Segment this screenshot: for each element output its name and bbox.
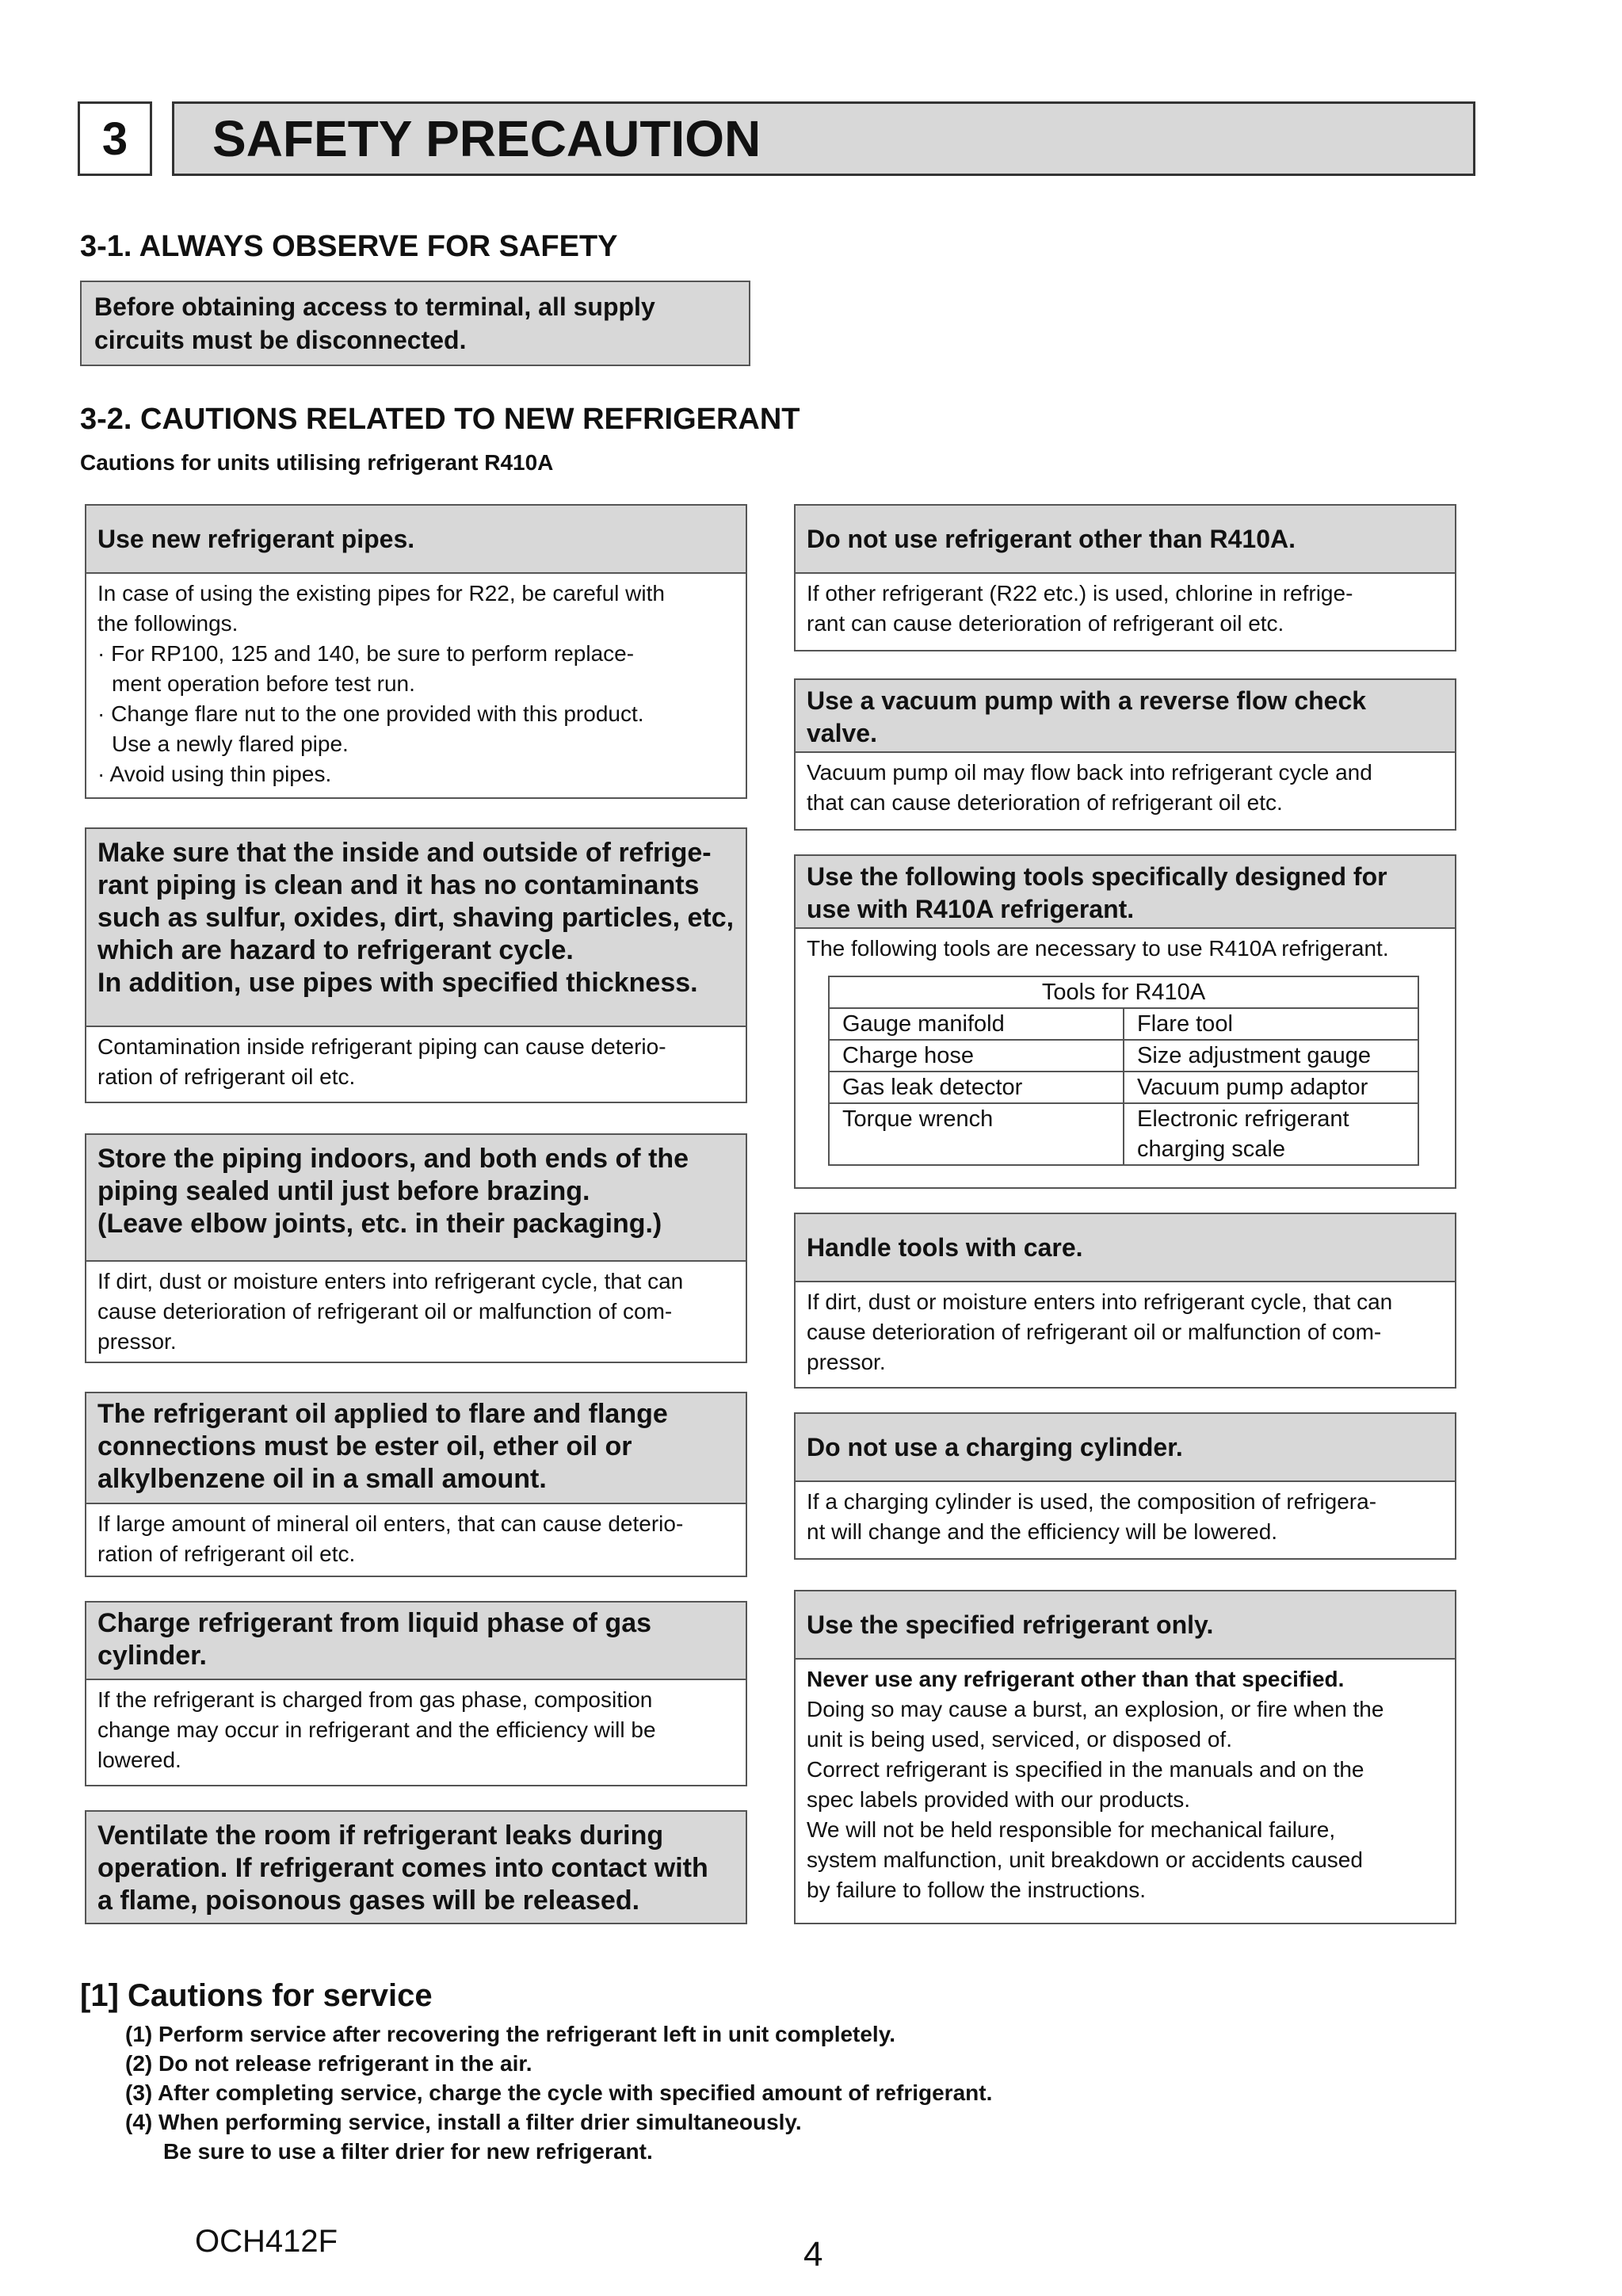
title-line: valve.	[807, 719, 877, 747]
box-ventilate	[85, 1810, 747, 1924]
box-title-text: Do not use refrigerant other than R410A.	[807, 524, 1296, 553]
body-line: rant can cause deterioration of refrigerant oil etc.	[807, 611, 1284, 636]
body-line: · Avoid using thin pipes.	[97, 762, 332, 786]
table-cell	[829, 1134, 1124, 1165]
table-cell: Electronic refrigerant	[1124, 1103, 1418, 1134]
body-line: ration of refrigerant oil etc.	[97, 1541, 356, 1566]
title-line: Charge refrigerant from liquid phase of gas	[97, 1608, 652, 1638]
body-line: cause deterioration of refrigerant oil or malfunction of com-	[97, 1299, 673, 1324]
table-cell: Gas leak detector	[829, 1072, 1124, 1103]
box-vacuum-pump	[794, 678, 1456, 831]
box-store-piping	[85, 1133, 747, 1363]
box-body	[86, 1504, 746, 1574]
title-line: (Leave elbow joints, etc. in their packaging.)	[97, 1209, 662, 1239]
body-line: change may occur in refrigerant and the efficiency will be	[97, 1717, 656, 1742]
box-title	[796, 680, 1455, 753]
table-row	[829, 1008, 1418, 1040]
table-cell: Gauge manifold	[829, 1008, 1124, 1040]
service-item: (4) When performing service, install a filter drier simultaneously.	[125, 2110, 802, 2134]
body-line: Use a newly flared pipe.	[112, 732, 349, 756]
warning-line: Before obtaining access to terminal, all supply	[94, 292, 655, 321]
title-line: rant piping is clean and it has no contaminants	[97, 870, 700, 900]
body-line: cause deterioration of refrigerant oil or malfunction of com-	[807, 1320, 1382, 1344]
body-line: If large amount of mineral oil enters, that can cause deterio-	[97, 1511, 684, 1536]
section-title-text: SAFETY PRECAUTION	[212, 110, 761, 167]
table-cell: Size adjustment gauge	[1124, 1040, 1418, 1072]
service-item: Be sure to use a filter drier for new refrigerant.	[163, 2139, 653, 2164]
body-line: pressor.	[807, 1350, 886, 1374]
body-line: system malfunction, unit breakdown or accidents caused	[807, 1847, 1363, 1872]
warning-line: circuits must be disconnected.	[94, 326, 467, 354]
title-line: Use a vacuum pump with a reverse flow check	[807, 686, 1367, 715]
service-item: (3) After completing service, charge the cycle with specified amount of refrigerant.	[125, 2080, 993, 2105]
box-body	[796, 1482, 1455, 1552]
box-title-text: Use new refrigerant pipes.	[97, 524, 415, 553]
box-title	[796, 1591, 1455, 1660]
box-specified-refrigerant	[794, 1590, 1456, 1924]
box-title-text: Handle tools with care.	[807, 1232, 1083, 1262]
box-title	[86, 506, 746, 574]
box-charge-liquid	[85, 1601, 747, 1786]
table-row	[829, 1134, 1418, 1165]
title-line: Make sure that the inside and outside of refrige-	[97, 838, 712, 868]
subheading-r410a: Cautions for units utilising refrigerant R410A	[80, 450, 554, 475]
heading-3-1: 3-1. ALWAYS OBSERVE FOR SAFETY	[80, 230, 618, 263]
box-refrigerant-oil	[85, 1392, 747, 1577]
table-cell: Charge hose	[829, 1040, 1124, 1072]
box-use-new-pipes	[85, 504, 747, 799]
body-line: that can cause deterioration of refrigerant oil etc.	[807, 790, 1283, 815]
body-line: lowered.	[97, 1748, 181, 1772]
box-title-text: Do not use a charging cylinder.	[807, 1432, 1183, 1461]
box-body	[86, 574, 746, 794]
body-line: ration of refrigerant oil etc.	[97, 1064, 356, 1089]
box-title	[86, 1603, 746, 1680]
title-line: The refrigerant oil applied to flare and flange	[97, 1399, 668, 1429]
box-title	[86, 1812, 746, 1923]
box-title-text: Use the specified refrigerant only.	[807, 1610, 1214, 1639]
box-title	[86, 1135, 746, 1262]
box-body	[796, 1282, 1455, 1382]
box-body	[796, 929, 1455, 968]
body-line-bold: Never use any refrigerant other than that specified.	[807, 1667, 1345, 1691]
box-body	[796, 1660, 1455, 1910]
title-line: Ventilate the room if refrigerant leaks during	[97, 1820, 664, 1851]
body-line: ment operation before test run.	[112, 671, 415, 696]
body-line: Doing so may cause a burst, an explosion, or fire when the	[807, 1697, 1384, 1721]
box-body	[796, 753, 1455, 823]
box-title	[86, 829, 746, 1027]
body-line: We will not be held responsible for mechanical failure,	[807, 1817, 1336, 1842]
body-line: In case of using the existing pipes for R22, be careful with	[97, 581, 665, 606]
title-line: connections must be ester oil, ether oil or	[97, 1431, 632, 1461]
section-title	[172, 101, 1475, 176]
title-line: cylinder.	[97, 1641, 207, 1671]
title-line: In addition, use pipes with specified thickness.	[97, 968, 698, 998]
body-line: If dirt, dust or moisture enters into refrigerant cycle, that can	[97, 1269, 684, 1293]
title-line: such as sulfur, oxides, dirt, shaving particles, etc,	[97, 903, 735, 933]
safety-warning-box	[80, 281, 750, 366]
body-line: nt will change and the efficiency will be lowered.	[807, 1519, 1278, 1544]
title-line: use with R410A refrigerant.	[807, 895, 1135, 923]
body-line: If a charging cylinder is used, the composition of refrigera-	[807, 1489, 1377, 1514]
body-line: · For RP100, 125 and 140, be sure to perform replace-	[97, 641, 635, 666]
service-item: (1) Perform service after recovering the refrigerant left in unit completely.	[125, 2022, 895, 2046]
body-line: the followings.	[97, 611, 239, 636]
box-body	[796, 574, 1455, 644]
body-line: If other refrigerant (R22 etc.) is used, chlorine in refrige-	[807, 581, 1353, 606]
box-title	[796, 856, 1455, 929]
body-line: Vacuum pump oil may flow back into refrigerant cycle and	[807, 760, 1372, 785]
box-body	[86, 1262, 746, 1362]
body-line: pressor.	[97, 1329, 177, 1354]
title-line: alkylbenzene oil in a small amount.	[97, 1464, 547, 1494]
box-clean-piping	[85, 827, 747, 1103]
body-line: unit is being used, serviced, or disposed of.	[807, 1727, 1232, 1752]
table-cell: Torque wrench	[829, 1103, 1124, 1134]
box-handle-tools	[794, 1213, 1456, 1389]
body-line: · Change flare nut to the one provided with this product.	[97, 701, 644, 726]
heading-3-2: 3-2. CAUTIONS RELATED TO NEW REFRIGERANT	[80, 403, 800, 436]
table-caption-row	[829, 976, 1418, 1008]
box-title	[796, 1414, 1455, 1482]
page-number: 4	[803, 2235, 823, 2274]
table-cell: charging scale	[1124, 1134, 1418, 1165]
title-line: piping sealed until just before brazing.	[97, 1176, 590, 1206]
title-line: operation. If refrigerant comes into contact with	[97, 1853, 708, 1883]
title-line: Use the following tools specifically designed for	[807, 862, 1387, 891]
box-charging-cylinder	[794, 1412, 1456, 1560]
table-row	[829, 1040, 1418, 1072]
body-line: If the refrigerant is charged from gas phase, composition	[97, 1687, 653, 1712]
service-item: (2) Do not release refrigerant in the air.	[125, 2051, 532, 2076]
document-code: OCH412F	[195, 2224, 338, 2259]
table-caption: Tools for R410A	[829, 976, 1418, 1008]
title-line: which are hazard to refrigerant cycle.	[97, 935, 574, 965]
box-only-r410a	[794, 504, 1456, 651]
section-number: 3	[78, 101, 152, 176]
table-cell: Flare tool	[1124, 1008, 1418, 1040]
body-line: spec labels provided with our products.	[807, 1787, 1191, 1812]
title-line: a flame, poisonous gases will be released.	[97, 1885, 640, 1916]
body-line: The following tools are necessary to use R410A refrigerant.	[807, 936, 1389, 961]
box-body	[86, 1680, 746, 1780]
table-row	[829, 1072, 1418, 1103]
box-title	[796, 506, 1455, 574]
tools-table	[828, 976, 1419, 1166]
table-cell: Vacuum pump adaptor	[1124, 1072, 1418, 1103]
box-body	[86, 1027, 746, 1097]
box-title	[86, 1393, 746, 1504]
body-line: Contamination inside refrigerant piping can cause deterio-	[97, 1034, 666, 1059]
body-line: by failure to follow the instructions.	[807, 1878, 1146, 1902]
service-heading: [1] Cautions for service	[80, 1978, 433, 2013]
table-row	[829, 1103, 1418, 1134]
title-line: Store the piping indoors, and both ends of the	[97, 1144, 689, 1174]
box-title	[796, 1214, 1455, 1282]
body-line: If dirt, dust or moisture enters into refrigerant cycle, that can	[807, 1289, 1393, 1314]
body-line: Correct refrigerant is specified in the manuals and on the	[807, 1757, 1364, 1782]
